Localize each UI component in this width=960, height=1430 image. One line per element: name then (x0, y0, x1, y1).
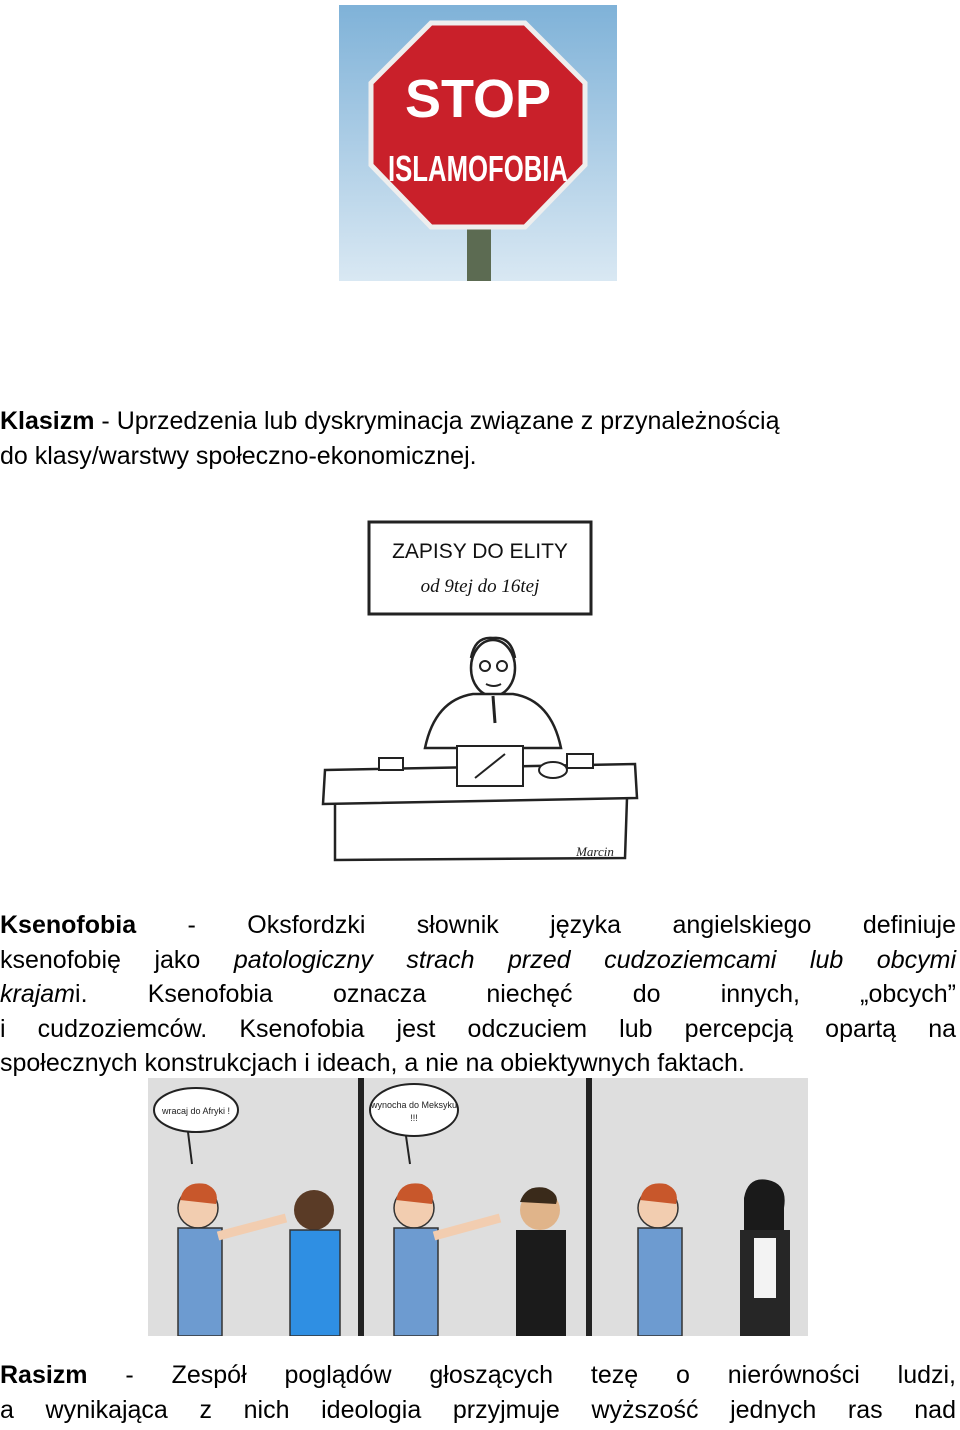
ksenofobia-line4: i cudzoziemców. Ksenofobia jest odczuciem lub percepcją opartą na (0, 1014, 956, 1043)
klasizm-paragraph (0, 404, 956, 473)
xenophobia-comic-illustration (148, 1078, 808, 1336)
rasizm-term: Rasizm (0, 1361, 88, 1389)
stop-sign-text: STOP (404, 69, 552, 129)
panel1-speech: wracaj do Afryki ! (161, 1106, 231, 1116)
panel2-speech-line1: wynocha do Meksyku (370, 1100, 458, 1110)
elite-sign-title: ZAPISY DO ELITY (392, 540, 568, 563)
cartoon-signature: Marcin (576, 844, 614, 859)
panel2-speech-line2: !!! (410, 1113, 418, 1123)
klasizm-term: Klasizm (0, 407, 95, 435)
elite-cartoon-figure (305, 508, 651, 874)
rasizm-line2: a wynikająca z nich ideologia przyjmuje wyższość jednych ras nad (0, 1395, 956, 1424)
stop-sign-figure (339, 5, 617, 281)
ksenofobia-term: Ksenofobia (0, 911, 137, 939)
rasizm-line1: - Zespół poglądów głoszących tezę o nierówności ludzi, (87, 1361, 956, 1389)
ksenofobia-line5: społecznych konstrukcjach i ideach, a nie na obiektywnych faktach. (0, 1049, 745, 1077)
ksenofobia-line2-plain: ksenofobię jako (0, 945, 234, 974)
rasizm-paragraph (0, 1358, 956, 1427)
ksenofobia-paragraph (0, 908, 956, 1081)
klasizm-line1: - Uprzedzenia lub dyskryminacja związane z przynależnością (94, 407, 780, 435)
ksenofobia-definition-end: krajam (0, 980, 76, 1008)
elite-sign-hours: od 9tej do 16tej (420, 576, 540, 597)
ksenofobia-line1: - Oksfordzki słownik języka angielskiego definiuje (136, 911, 956, 939)
xenophobia-comic-figure (148, 1078, 808, 1336)
stop-sign-illustration (339, 5, 617, 281)
ksenofobia-definition: patologiczny strach przed cudzoziemcami lub obcymi (233, 945, 956, 974)
ksenofobia-line3: i. Ksenofobia oznacza niechęć do innych, „obcych” (75, 980, 956, 1008)
stop-sign-subtext: ISLAMOFOBIA (388, 148, 568, 189)
klasizm-line2: do klasy/warstwy społeczno-ekonomicznej. (0, 441, 477, 470)
elite-cartoon-illustration (305, 508, 651, 874)
